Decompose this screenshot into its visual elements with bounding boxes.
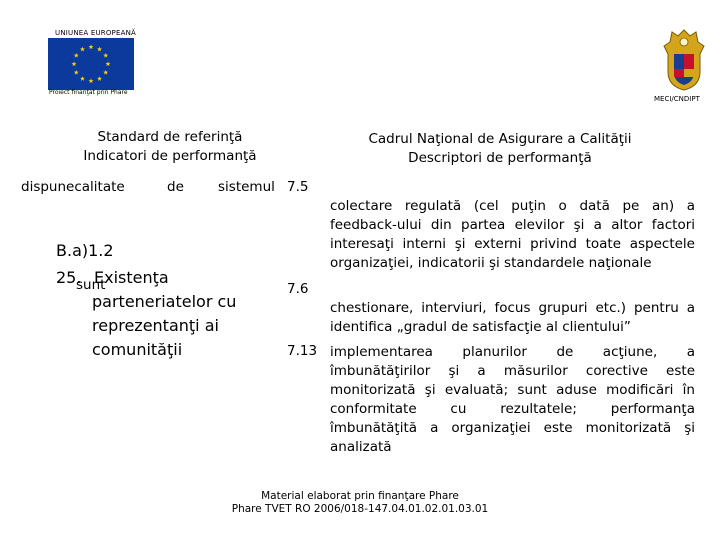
indicator-title: Existenţa <box>94 268 169 287</box>
eu-star-icon <box>72 61 77 66</box>
eu-star-icon <box>103 70 108 75</box>
eu-flag-icon <box>48 38 134 90</box>
indicator-number: 25. <box>56 268 82 287</box>
fragment-dispunecalitate: dispunecalitate <box>21 179 125 195</box>
descriptor-7-6-text: chestionare, interviuri, focus grupuri etc.) pentru a identifica „gradul de satisfacţie al clientului” <box>330 300 695 335</box>
mec-label: MECI/CNDIPT <box>654 95 700 103</box>
descriptor-7-13-text: implementarea planurilor de acţiune, a îmbunătăţirilor şi a măsurilor corective este monitorizată şi evaluată; sunt aduse modificări în conformitate cu rezultatele; performanţa îmbunătăţită a organizaţiei este monitorizată şi analizată <box>330 344 695 455</box>
right-heading-line1: Cadrul Naţional de Asigurare a Calităţii <box>368 131 632 147</box>
descriptor-7-5-text: colectare regulată (cel puţin o dată pe an) a feedback-ului din partea elevilor şi a altor factori interesaţi interni şi externi privind toate aspectele organizaţiei, indicatorii şi standardele naţionale <box>330 198 695 271</box>
footer-line1: Material elaborat prin finanţare Phare <box>261 490 459 502</box>
eu-star-icon <box>74 53 79 58</box>
eu-star-icon <box>89 44 94 49</box>
eu-caption: UNIUNEA EUROPEANĂ <box>55 29 136 37</box>
eu-stars <box>48 38 134 90</box>
eu-star-icon <box>89 78 94 83</box>
indicator-line3: reprezentanţi ai <box>92 316 219 335</box>
eu-star-icon <box>80 47 85 52</box>
eu-star-icon <box>80 76 85 81</box>
descriptor-number-7-13: 7.13 <box>287 343 318 359</box>
footer <box>180 490 540 516</box>
left-heading-line2: Indicatori de performanţă <box>83 148 257 164</box>
eu-star-icon <box>74 70 79 75</box>
indicator-line4: comunităţii <box>92 340 183 359</box>
fragment-sistemul: sistemul <box>218 179 275 195</box>
indicator-overlap-word: sunt <box>76 277 106 293</box>
eu-star-icon <box>97 76 102 81</box>
left-heading-line1: Standard de referinţă <box>97 129 243 145</box>
eu-star-icon <box>106 61 111 66</box>
romania-coat-of-arms-icon <box>660 28 708 92</box>
left-heading <box>55 128 285 166</box>
indicator-code: B.a)1.2 <box>56 241 114 260</box>
eu-subcaption: Proiect finanţat prin Phare <box>49 89 128 96</box>
eu-star-icon <box>97 47 102 52</box>
indicator-line2: parteneriatelor cu <box>92 292 237 311</box>
descriptor-number-7-5: 7.5 <box>287 179 309 195</box>
footer-line2: Phare TVET RO 2006/018-147.04.01.02.01.03.01 <box>231 503 489 515</box>
fragment-de: de <box>167 179 184 195</box>
eu-star-icon <box>103 53 108 58</box>
descriptor-number-7-6: 7.6 <box>287 281 309 297</box>
right-heading-line2: Descriptori de performanţă <box>408 150 592 166</box>
right-heading <box>330 130 670 168</box>
